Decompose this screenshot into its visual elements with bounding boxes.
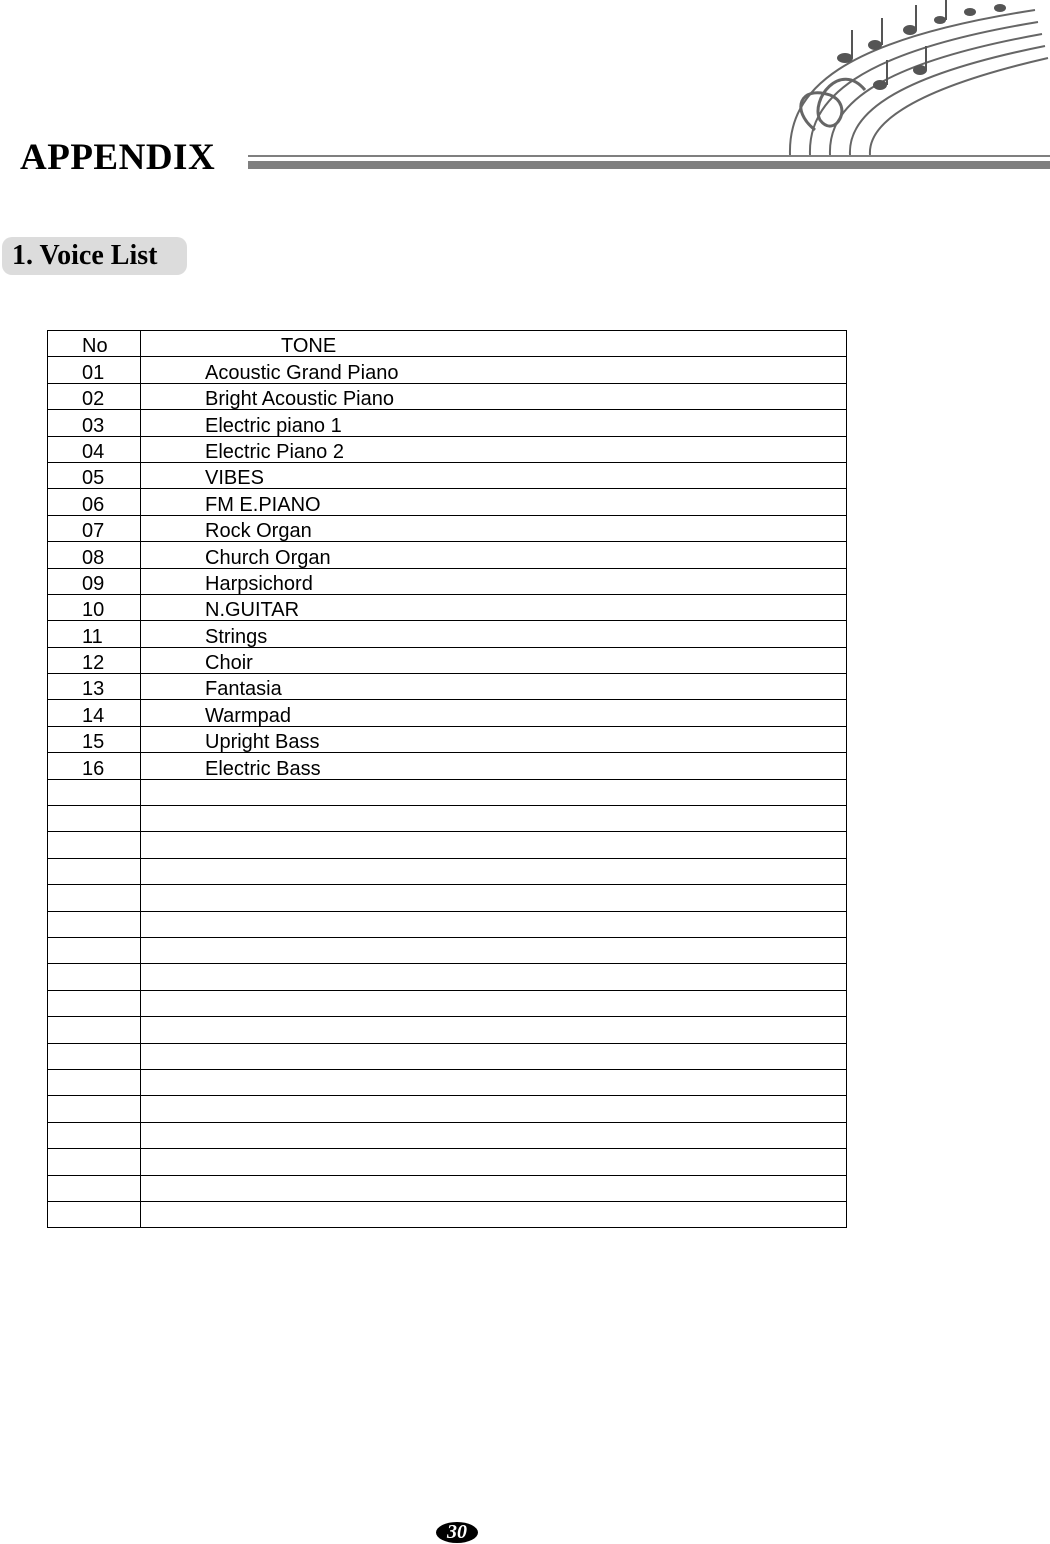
empty-cell — [48, 937, 141, 963]
voice-tone: Electric Piano 2 — [141, 436, 847, 462]
empty-cell — [141, 1069, 847, 1095]
table-row — [48, 357, 847, 383]
empty-table-row — [48, 1149, 847, 1175]
column-header-tone: TONE — [141, 331, 847, 357]
voice-tone: Warmpad — [141, 700, 847, 726]
table-row — [48, 753, 847, 779]
empty-table-row — [48, 779, 847, 805]
empty-cell — [141, 832, 847, 858]
table-row — [48, 647, 847, 673]
empty-table-row — [48, 832, 847, 858]
voice-number: 15 — [48, 726, 141, 752]
empty-cell — [48, 911, 141, 937]
voice-number: 05 — [48, 462, 141, 488]
table-row — [48, 621, 847, 647]
table-row — [48, 700, 847, 726]
empty-cell — [48, 1017, 141, 1043]
table-row — [48, 462, 847, 488]
empty-cell — [141, 1122, 847, 1148]
empty-cell — [141, 1043, 847, 1069]
voice-tone: Strings — [141, 621, 847, 647]
empty-cell — [48, 1149, 141, 1175]
voice-number: 07 — [48, 515, 141, 541]
voice-tone: Electric Bass — [141, 753, 847, 779]
voice-number: 09 — [48, 568, 141, 594]
empty-table-row — [48, 858, 847, 884]
voice-tone: Acoustic Grand Piano — [141, 357, 847, 383]
empty-cell — [141, 885, 847, 911]
voice-tone: FM E.PIANO — [141, 489, 847, 515]
empty-cell — [141, 858, 847, 884]
voice-number: 13 — [48, 674, 141, 700]
table-header-row — [48, 331, 847, 357]
voice-tone: Rock Organ — [141, 515, 847, 541]
table-row — [48, 410, 847, 436]
table-row — [48, 489, 847, 515]
voice-number: 11 — [48, 621, 141, 647]
empty-table-row — [48, 806, 847, 832]
empty-cell — [141, 1149, 847, 1175]
page-number: 30 — [436, 1522, 478, 1543]
empty-table-row — [48, 885, 847, 911]
empty-cell — [48, 990, 141, 1016]
voice-tone: Upright Bass — [141, 726, 847, 752]
voice-number: 10 — [48, 594, 141, 620]
empty-cell — [141, 1201, 847, 1227]
voice-tone: Bright Acoustic Piano — [141, 383, 847, 409]
voice-tone: Choir — [141, 647, 847, 673]
empty-cell — [141, 990, 847, 1016]
voice-tone: Electric piano 1 — [141, 410, 847, 436]
empty-table-row — [48, 1096, 847, 1122]
empty-table-row — [48, 1017, 847, 1043]
table-row — [48, 436, 847, 462]
empty-cell — [141, 1096, 847, 1122]
empty-cell — [48, 779, 141, 805]
title-rule-thin — [248, 155, 1050, 157]
voice-number: 03 — [48, 410, 141, 436]
voice-number: 01 — [48, 357, 141, 383]
empty-cell — [48, 858, 141, 884]
empty-cell — [48, 964, 141, 990]
table-row — [48, 515, 847, 541]
empty-cell — [141, 964, 847, 990]
empty-table-row — [48, 1069, 847, 1095]
title-rule-thick — [248, 161, 1050, 169]
empty-cell — [141, 1175, 847, 1201]
empty-cell — [48, 1043, 141, 1069]
voice-tone: N.GUITAR — [141, 594, 847, 620]
voice-tone: VIBES — [141, 462, 847, 488]
empty-table-row — [48, 1175, 847, 1201]
empty-cell — [141, 779, 847, 805]
voice-number: 12 — [48, 647, 141, 673]
empty-cell — [48, 1201, 141, 1227]
empty-table-row — [48, 911, 847, 937]
voice-number: 06 — [48, 489, 141, 515]
empty-cell — [48, 885, 141, 911]
music-staff-decoration — [770, 0, 1050, 160]
empty-table-row — [48, 964, 847, 990]
table-row — [48, 542, 847, 568]
empty-cell — [48, 1122, 141, 1148]
empty-cell — [141, 1017, 847, 1043]
empty-cell — [141, 806, 847, 832]
empty-cell — [48, 806, 141, 832]
table-row — [48, 726, 847, 752]
voice-number: 16 — [48, 753, 141, 779]
empty-cell — [141, 911, 847, 937]
empty-table-row — [48, 1201, 847, 1227]
table-row — [48, 383, 847, 409]
voice-number: 14 — [48, 700, 141, 726]
page-title: APPENDIX — [20, 137, 216, 178]
empty-table-row — [48, 937, 847, 963]
empty-table-row — [48, 1043, 847, 1069]
table-row — [48, 568, 847, 594]
empty-cell — [48, 1096, 141, 1122]
voice-number: 08 — [48, 542, 141, 568]
empty-cell — [141, 937, 847, 963]
empty-cell — [48, 832, 141, 858]
empty-cell — [48, 1069, 141, 1095]
voice-tone: Church Organ — [141, 542, 847, 568]
voice-number: 04 — [48, 436, 141, 462]
section-heading: 1. Voice List — [2, 237, 187, 275]
empty-table-row — [48, 990, 847, 1016]
empty-table-row — [48, 1122, 847, 1148]
voice-number: 02 — [48, 383, 141, 409]
table-row — [48, 674, 847, 700]
voice-tone: Harpsichord — [141, 568, 847, 594]
voice-tone: Fantasia — [141, 674, 847, 700]
voice-list-table — [47, 330, 847, 1228]
table-row — [48, 594, 847, 620]
column-header-no: No — [48, 331, 141, 357]
empty-cell — [48, 1175, 141, 1201]
